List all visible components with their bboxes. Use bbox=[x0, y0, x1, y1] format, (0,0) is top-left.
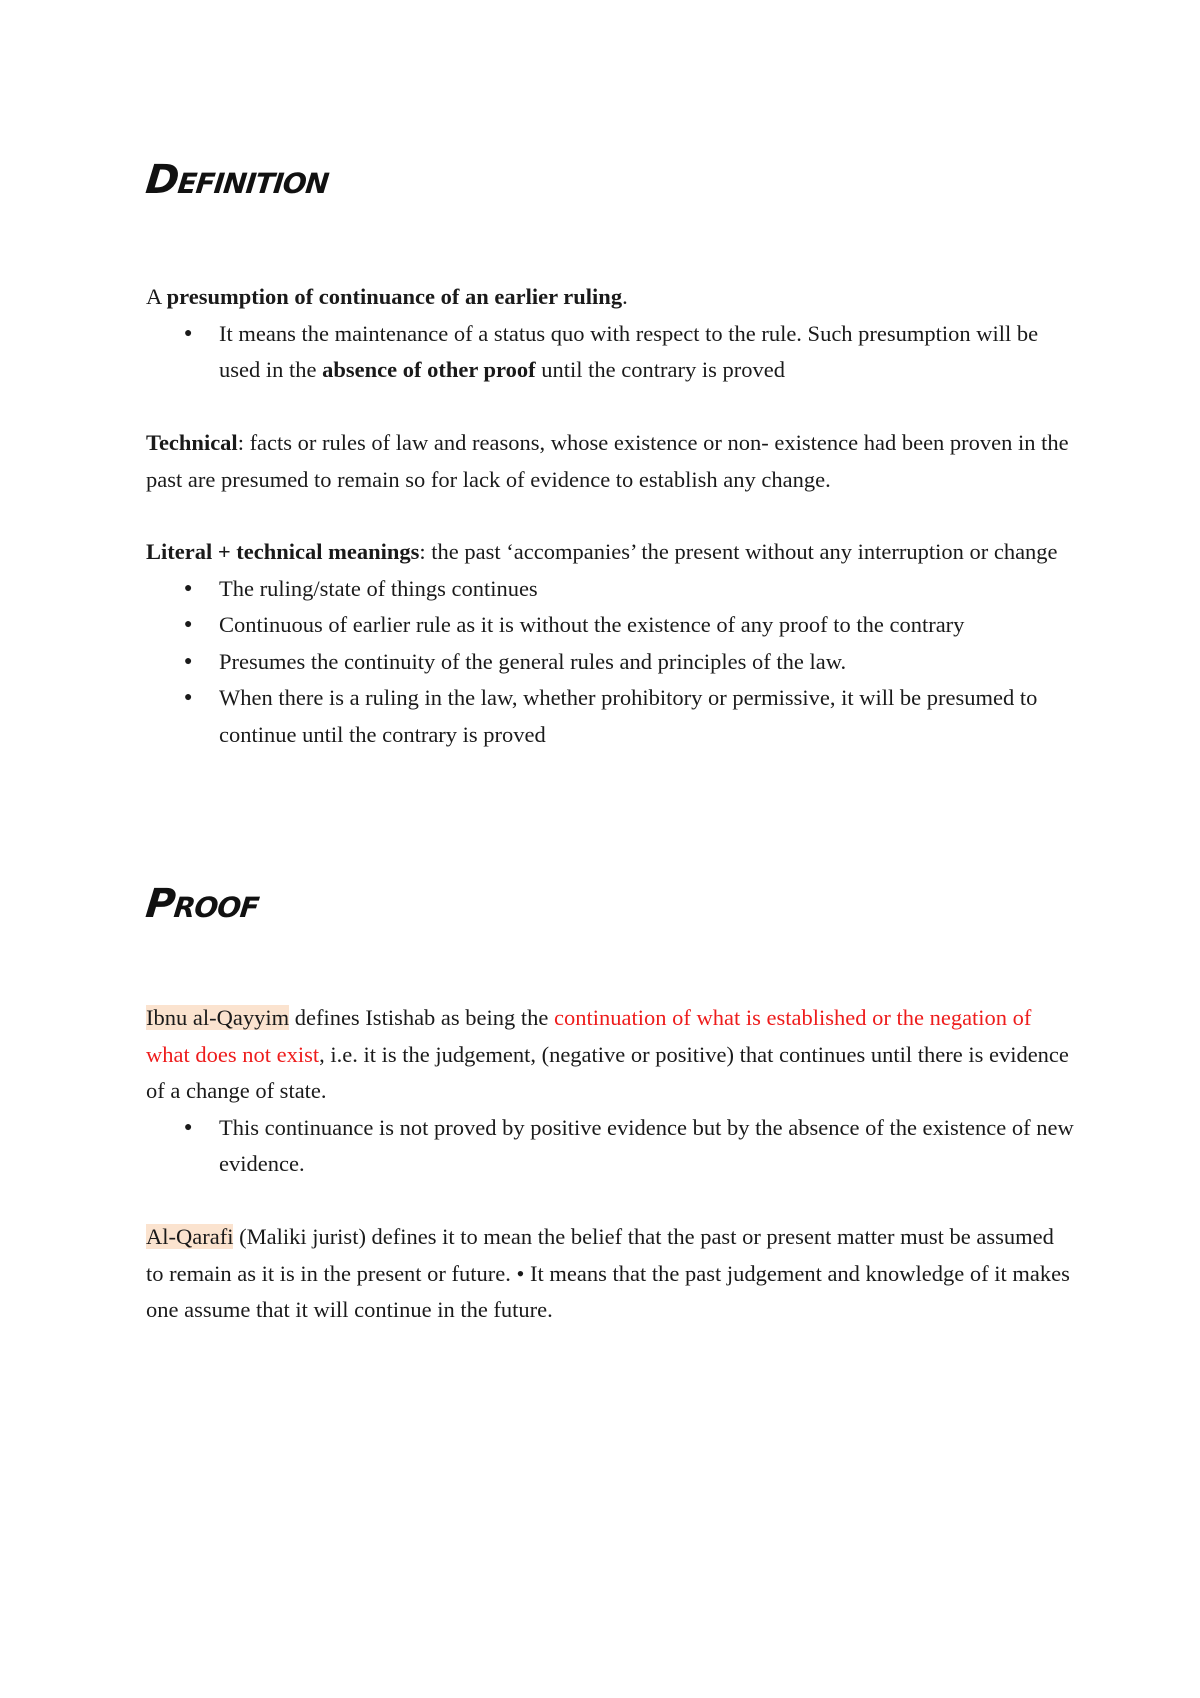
intro-suffix: . bbox=[622, 284, 628, 309]
bullet-bold: absence of other proof bbox=[322, 357, 536, 382]
qayyim-text: defines Istishab as being the bbox=[289, 1005, 555, 1030]
technical-paragraph bbox=[146, 425, 1076, 498]
intro-bold: presumption of continuance of an earlier ruling bbox=[166, 284, 623, 309]
highlighted-name: Ibnu al-Qayyim bbox=[146, 1005, 290, 1030]
definition-heading: Definition bbox=[143, 157, 331, 203]
bullet-icon: ● bbox=[184, 617, 193, 632]
bullet-text: This continuance is not proved by positive evidence but by the absence of the existence of new evidence. bbox=[219, 1114, 1074, 1176]
bullet-text: Presumes the continuity of the general rules and principles of the law. bbox=[219, 648, 847, 674]
bullet-icon: ● bbox=[184, 653, 193, 669]
literal-label: Literal + technical meanings bbox=[146, 539, 420, 564]
list-item bbox=[146, 680, 1076, 753]
intro-bullet-list bbox=[146, 316, 1076, 389]
bullet-text: When there is a ruling in the law, whether prohibitory or permissive, it will be presumed to continue until the contrary is proved bbox=[219, 685, 1038, 747]
qayyim-text-after: , i.e. it is the judgement, (negative or positive) that continues until there is evidence of a change of state. bbox=[146, 1041, 1069, 1103]
technical-text: : facts or rules of law and reasons, whose existence or non- existence had been proven in the past are presumed to remain so for lack of evidence to establish any change. bbox=[146, 430, 1069, 492]
qayyim-section bbox=[146, 1000, 1076, 1183]
list-item bbox=[146, 1110, 1076, 1183]
definition-intro bbox=[146, 279, 1076, 316]
literal-text: : the past ‘accompanies’ the present without any interruption or change bbox=[419, 539, 1058, 564]
bullet-icon: ● bbox=[184, 1119, 193, 1135]
intro-prefix: A bbox=[146, 284, 167, 309]
list-item bbox=[146, 316, 1076, 389]
bullet-icon: ● bbox=[184, 325, 193, 341]
bullet-icon: ● bbox=[184, 580, 193, 596]
literal-section bbox=[146, 534, 1076, 753]
red-emphasis: continuation of what is established or the negation of what does not exist bbox=[146, 1005, 1032, 1067]
technical-label: Technical bbox=[146, 430, 238, 455]
qayyim-bullet-list bbox=[146, 1110, 1076, 1183]
list-item bbox=[146, 571, 1076, 608]
list-item bbox=[146, 607, 1076, 644]
proof-heading: Proof bbox=[143, 881, 262, 927]
bullet-text: It means the maintenance of a status quo with respect to the rule. Such presumption will be used in the bbox=[219, 320, 1039, 382]
bullet-icon: ● bbox=[184, 690, 193, 705]
qarafi-text: (Maliki jurist) defines it to mean the belief that the past or present matter must be assumed to remain as it is in the present or future. • It means that the past judgement and knowledge of it makes one assume that it will continue in the future. bbox=[146, 1224, 1070, 1322]
bullet-text: The ruling/state of things continues bbox=[219, 575, 538, 601]
bullet-text: Continuous of earlier rule as it is without the existence of any proof to the contrary bbox=[219, 612, 965, 637]
literal-bullet-list bbox=[146, 571, 1076, 754]
list-item bbox=[146, 644, 1076, 681]
qarafi-paragraph bbox=[146, 1219, 1076, 1329]
bullet-text-after: until the contrary is proved bbox=[535, 357, 785, 382]
highlighted-name: Al-Qarafi bbox=[146, 1224, 234, 1249]
definition-section bbox=[146, 279, 1076, 389]
